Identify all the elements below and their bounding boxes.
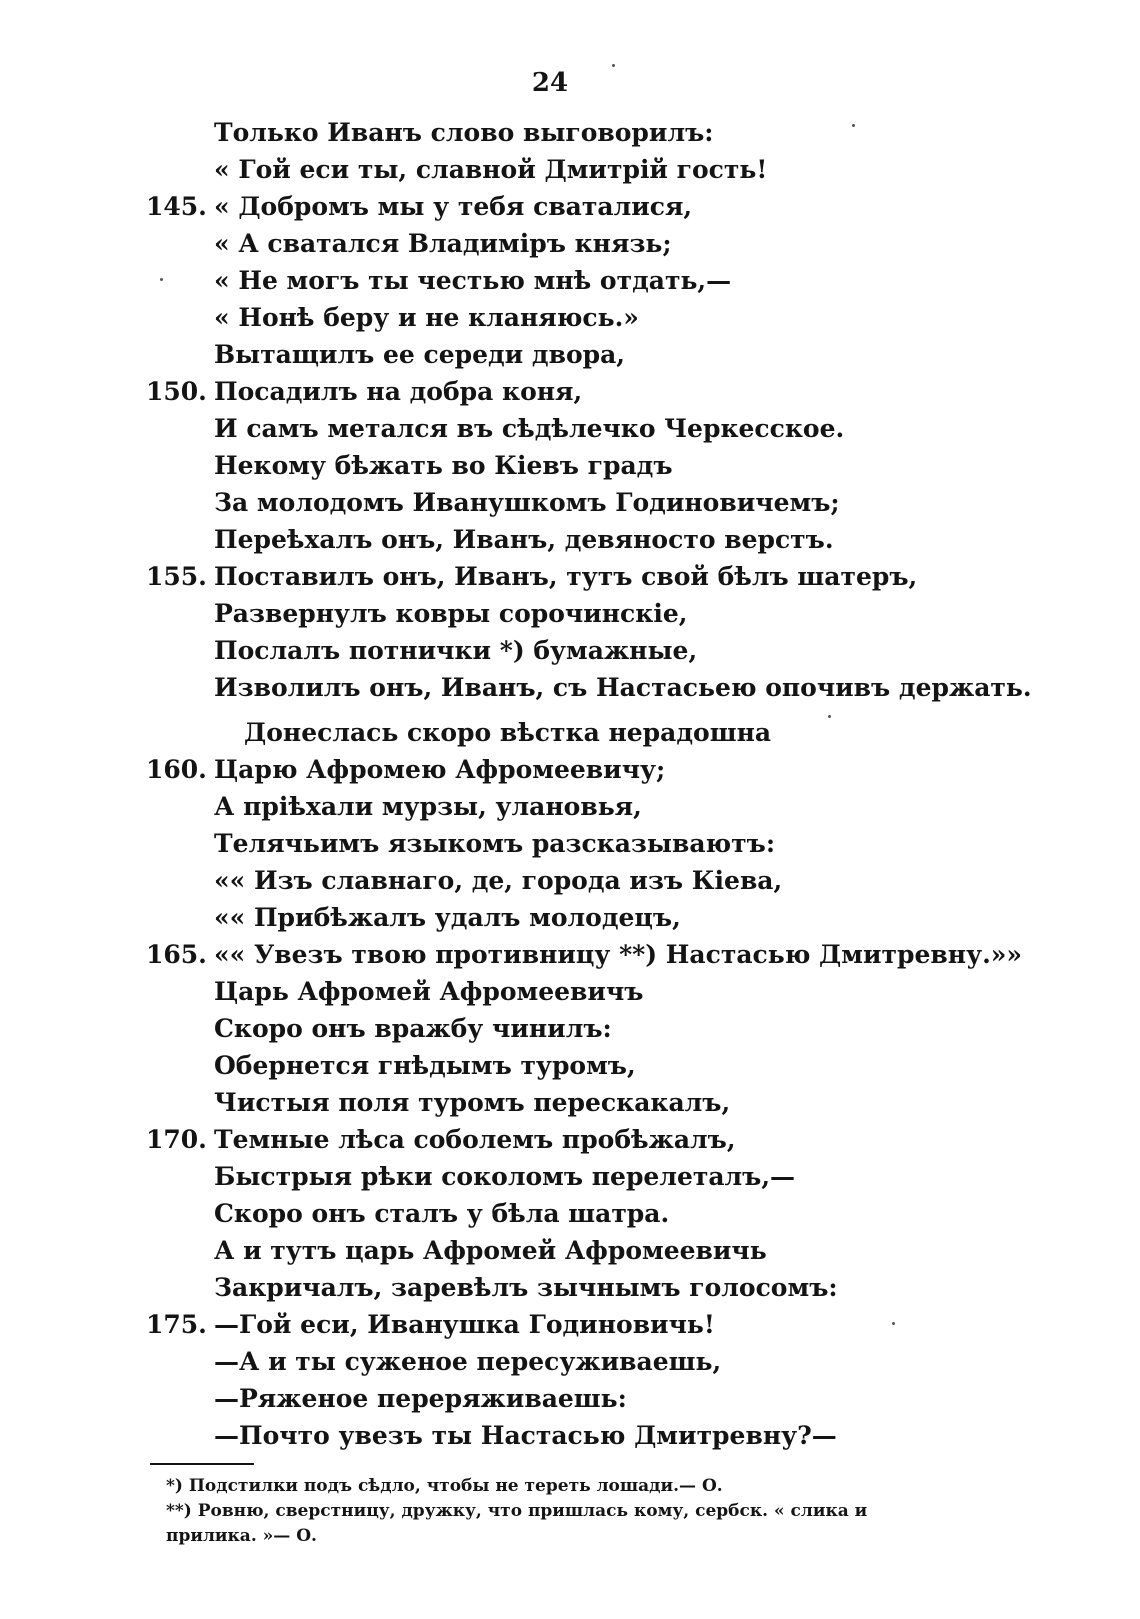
- line-text: «« Прибѣжалъ удалъ молодецъ,: [214, 903, 681, 932]
- line-text: Вытащилъ ее середи двора,: [214, 340, 626, 369]
- line-text: Изволилъ онъ, Иванъ, съ Настасьею опочивъ держать.: [214, 673, 1032, 702]
- line-number: 175.: [146, 1310, 207, 1339]
- verse-line: [0, 1084, 1140, 1121]
- footnote: [166, 1499, 946, 1549]
- line-text: Скоро онъ сталъ у бѣла шатра.: [214, 1199, 670, 1228]
- verse-line: [0, 373, 1140, 410]
- line-text: « Нонѣ беру и не кланяюсь.»: [214, 303, 639, 332]
- line-text: Закричалъ, заревѣлъ зычнымъ голосомъ:: [214, 1273, 838, 1302]
- line-text: —Гой еси, Иванушка Годиновичь!: [214, 1310, 715, 1339]
- line-text: « Не могъ ты честью мнѣ отдать,—: [214, 266, 732, 295]
- speck: [892, 1322, 895, 1325]
- speck: [612, 64, 615, 67]
- footnotes: [166, 1474, 946, 1549]
- line-number: 150.: [146, 377, 207, 406]
- speck: [160, 278, 163, 281]
- verse-line: [0, 936, 1140, 973]
- line-text: —Ряженое переряживаешь:: [214, 1384, 627, 1413]
- verse-line: [0, 521, 1140, 558]
- verse-line: [0, 714, 1140, 751]
- verse-line: [0, 1269, 1140, 1306]
- verse-line: [0, 299, 1140, 336]
- speck: [852, 124, 855, 127]
- line-text: Донеслась скоро вѣстка нерадошна: [244, 718, 772, 747]
- line-text: Только Иванъ слово выговорилъ:: [214, 118, 714, 147]
- verse-line: [0, 1121, 1140, 1158]
- line-text: Царю Афромею Афромеевичу;: [214, 755, 666, 784]
- verse-line: [0, 862, 1140, 899]
- footnote-text: Подстилки подъ сѣдло, чтобы не тереть лошади.— О.: [188, 1476, 723, 1496]
- line-number: 155.: [146, 562, 207, 591]
- verse-line: [0, 788, 1140, 825]
- verse-line: [0, 1380, 1140, 1417]
- line-text: Темные лѣса соболемъ пробѣжалъ,: [214, 1125, 736, 1154]
- verse-line: [0, 151, 1140, 188]
- footnote-divider: [150, 1463, 254, 1465]
- footnote-mark: **): [166, 1501, 192, 1521]
- verse-line: [0, 595, 1140, 632]
- line-text: Послалъ потнички *) бумажные,: [214, 636, 698, 665]
- footnote-mark: *): [166, 1476, 183, 1496]
- verse-line: [0, 1417, 1140, 1454]
- verse-line: [0, 1010, 1140, 1047]
- footnote: [166, 1474, 946, 1499]
- line-number: 165.: [146, 940, 207, 969]
- verse-line: [0, 1047, 1140, 1084]
- verse-line: [0, 262, 1140, 299]
- line-text: А и тутъ царь Афромей Афромеевичь: [214, 1236, 767, 1265]
- verse-line: [0, 632, 1140, 669]
- verse-line: [0, 1195, 1140, 1232]
- line-text: Посадилъ на добра коня,: [214, 377, 583, 406]
- verse-line: [0, 225, 1140, 262]
- verse-line: [0, 669, 1140, 706]
- line-text: А пріѣхали мурзы, улановья,: [214, 792, 642, 821]
- speck: [828, 715, 831, 718]
- line-text: « А сватался Владиміръ князь;: [214, 229, 672, 258]
- line-text: —А и ты суженое пересуживаешь,: [214, 1347, 722, 1376]
- verse-line: [0, 484, 1140, 521]
- line-text: «« Увезъ твою противницу **) Настасью Дмитревну.»»: [214, 940, 1023, 969]
- line-text: « Добромъ мы у тебя сваталися,: [214, 192, 693, 221]
- verse-line: [0, 1306, 1140, 1343]
- line-text: Телячьимъ языкомъ разсказываютъ:: [214, 829, 776, 858]
- line-number: 170.: [146, 1125, 207, 1154]
- verse-line: [0, 188, 1140, 225]
- line-text: Развернулъ ковры сорочинскіе,: [214, 599, 688, 628]
- verse-line: [0, 1158, 1140, 1195]
- page-number: 24: [531, 68, 569, 98]
- footnote-text: Ровню, сверстницу, дружку, что пришлась кому, сербск. « слика и прилика. »— О.: [166, 1501, 868, 1546]
- line-text: Царь Афромей Афромеевичъ: [214, 977, 644, 1006]
- verse-line: [0, 1343, 1140, 1380]
- verse-line: [0, 336, 1140, 373]
- line-text: Переѣхалъ онъ, Иванъ, девяносто верстъ.: [214, 525, 834, 554]
- line-text: Поставилъ онъ, Иванъ, тутъ свой бѣлъ шатеръ,: [214, 562, 918, 591]
- verse-line: [0, 447, 1140, 484]
- line-text: «« Изъ славнаго, де, города изъ Кіева,: [214, 866, 783, 895]
- verse-line: [0, 899, 1140, 936]
- verse-line: [0, 973, 1140, 1010]
- verse-line: [0, 558, 1140, 595]
- line-text: За молодомъ Иванушкомъ Годиновичемъ;: [214, 488, 840, 517]
- verse-line: [0, 410, 1140, 447]
- line-number: 160.: [146, 755, 207, 784]
- line-number: 145.: [146, 192, 207, 221]
- verse-line: [0, 825, 1140, 862]
- line-text: И самъ метался въ сѣдѣлечко Черкесское.: [214, 414, 845, 443]
- line-text: « Гой еси ты, славной Дмитрій гость!: [214, 155, 768, 184]
- line-text: Быстрыя рѣки соколомъ перелеталъ,—: [214, 1162, 796, 1191]
- verse-line: [0, 114, 1140, 151]
- line-text: Некому бѣжать во Кіевъ градъ: [214, 451, 673, 480]
- line-text: Чистыя поля туромъ перескакалъ,: [214, 1088, 731, 1117]
- line-text: Обернется гнѣдымъ туромъ,: [214, 1051, 636, 1080]
- verse-line: [0, 751, 1140, 788]
- verse-line: [0, 1232, 1140, 1269]
- verse-block: [0, 114, 1140, 1454]
- line-text: —Почто увезъ ты Настасью Дмитревну?—: [214, 1421, 837, 1450]
- line-text: Скоро онъ вражбу чинилъ:: [214, 1014, 612, 1043]
